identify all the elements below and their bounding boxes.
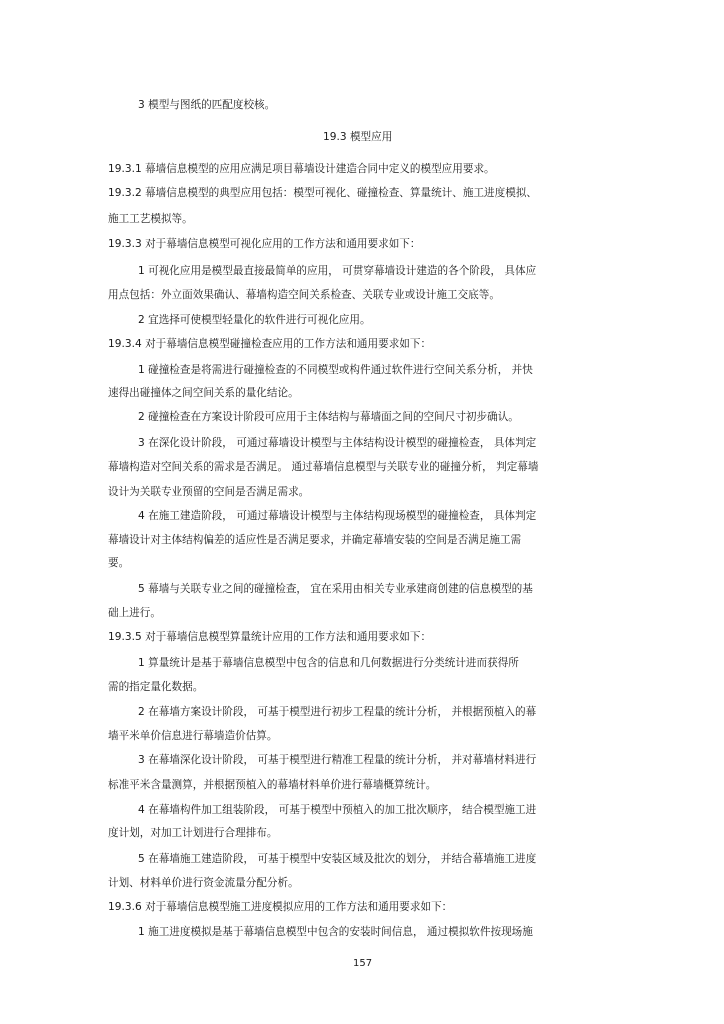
text-line-28: 4 在幕墙构件加工组装阶段， 可基于模型中预植入的加工批次顺序， 结合模型施工进 [138, 804, 537, 816]
text-line-27: 标准平米含量测算，并根据预植入的幕墙材料单价进行幕墙概算统计。 [108, 779, 437, 791]
text-line-16: 4 在施工建造阶段， 可通过幕墙设计模型与主体结构现场模型的碰撞检查， 具体判定 [138, 510, 537, 522]
text-line-26: 3 在幕墙深化设计阶段， 可基于模型进行精准工程量的统计分析， 并对幕墙材料进行 [138, 754, 537, 766]
text-line-5: 19.3.3 对于幕墙信息模型可视化应用的工作方法和通用要求如下： [108, 238, 421, 250]
text-line-10: 1 碰撞检查是将需进行碰撞检查的不同模型或构件通过软件进行空间关系分析， 并快 [138, 364, 533, 376]
text-line-33: 1 施工进度模拟是基于幕墙信息模型中包含的安装时间信息， 通过模拟软件按现场施 [138, 926, 533, 938]
text-line-18: 要。 [108, 557, 130, 569]
text-line-30: 5 在幕墙施工建造阶段， 可基于模型中安装区域及批次的划分， 并结合幕墙施工进度 [138, 853, 537, 865]
text-line-3: 19.3.2 幕墙信息模型的典型应用包括：模型可视化、碰撞检查、算量统计、施工进度模拟、 [108, 187, 538, 199]
text-line-9: 19.3.4 对于幕墙信息模型碰撞检查应用的工作方法和通用要求如下： [108, 338, 432, 350]
text-line-8: 2 宜选择可使模型轻量化的软件进行可视化应用。 [138, 314, 371, 326]
text-line-12: 2 碰撞检查在方案设计阶段可应用于主体结构与幕墙面之间的空间尺寸初步确认。 [138, 411, 519, 423]
text-line-17: 幕墙设计对主体结构偏差的适应性是否满足要求，并确定幕墙安装的空间是否满足施工需 [108, 534, 522, 546]
text-line-11: 速得出碰撞体之间空间关系的量化结论。 [108, 387, 299, 399]
text-line-23: 需的指定量化数据。 [108, 681, 204, 693]
text-line-24: 2 在幕墙方案设计阶段， 可基于模型进行初步工程量的统计分析， 并根据预植入的幕 [138, 706, 537, 718]
text-line-19: 5 幕墙与关联专业之间的碰撞检查， 宜在采用由相关专业承建商创建的信息模型的基 [138, 583, 533, 595]
text-line-1: 3 模型与图纸的匹配度校核。 [138, 99, 276, 111]
text-line-32: 19.3.6 对于幕墙信息模型施工进度模拟应用的工作方法和通用要求如下： [108, 901, 453, 913]
text-line-31: 计划、材料单价进行资金流量分配分析。 [108, 877, 299, 889]
text-line-14: 幕墙构造对空间关系的需求是否满足。 通过幕墙信息模型与关联专业的碰撞分析， 判定幕墙 [108, 461, 539, 473]
text-line-25: 墙平米单价信息进行幕墙造价估算。 [108, 730, 278, 742]
text-line-7: 用点包括：外立面效果确认、幕墙构造空间关系检查、关联专业或设计施工交底等。 [108, 289, 500, 301]
text-line-4: 施工工艺模拟等。 [108, 213, 193, 225]
text-line-6: 1 可视化应用是模型最直接最简单的应用， 可贯穿幕墙设计建造的各个阶段， 具体应 [138, 265, 537, 277]
text-line-20: 础上进行。 [108, 607, 161, 619]
text-line-22: 1 算量统计是基于幕墙信息模型中包含的信息和几何数据进行分类统计进而获得所 [138, 657, 519, 669]
text-line-15: 设计为关联专业预留的空间是否满足需求。 [108, 486, 310, 498]
text-line-29: 度计划，对加工计划进行合理排布。 [108, 827, 278, 839]
section-title: 19.3 模型应用 [323, 131, 393, 143]
text-line-13: 3 在深化设计阶段， 可通过幕墙设计模型与主体结构设计模型的碰撞检查， 具体判定 [138, 437, 537, 449]
text-line-2: 19.3.1 幕墙信息模型的应用应满足项目幕墙设计建造合同中定义的模型应用要求。 [108, 163, 495, 175]
text-line-21: 19.3.5 对于幕墙信息模型算量统计应用的工作方法和通用要求如下： [108, 631, 432, 643]
page-number: 157 [353, 958, 373, 969]
